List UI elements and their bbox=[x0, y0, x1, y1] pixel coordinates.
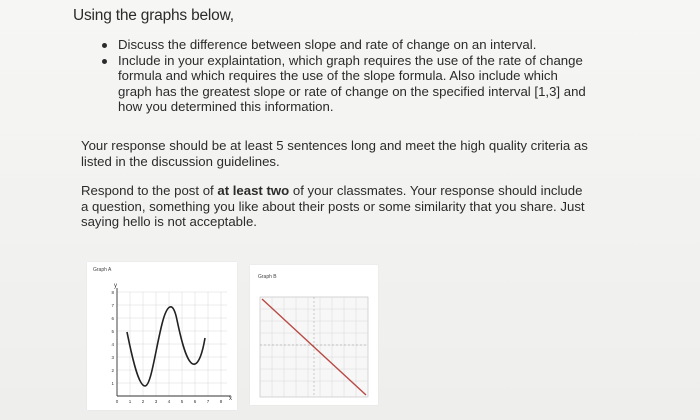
instruction-bold: at least two bbox=[217, 183, 290, 198]
y-tick-label: 5 bbox=[111, 329, 114, 334]
bullet-text: Discuss the difference between slope and rate of change on an interval. bbox=[118, 37, 537, 52]
instruction-text-end: of your classmates. Your response should include a question, something you like about their posts or some similarity that you share. Just saying hello is not acceptable. bbox=[81, 183, 585, 229]
classmate-response-instruction bbox=[81, 183, 591, 230]
graph-a-y-label: y bbox=[114, 283, 117, 289]
bullet-item bbox=[100, 37, 590, 53]
x-tick-label: 1 bbox=[128, 399, 132, 404]
x-tick-label: 4 bbox=[167, 399, 171, 404]
instruction-text-start: Respond to the post of bbox=[81, 183, 218, 198]
y-tick-label: 3 bbox=[111, 355, 114, 360]
x-tick-label: 3 bbox=[154, 399, 158, 404]
bullet-text: Include in your explaintation, which graph requires the use of the rate of change formula and which requires the use of the slope formula. Also include which graph has the greatest slope or rate of change on the specified interval [1,3] and how you determined this information. bbox=[118, 52, 586, 114]
y-tick-label: 6 bbox=[111, 316, 114, 321]
graph-a-curve bbox=[127, 307, 205, 386]
graph-b-plot bbox=[250, 265, 378, 405]
bullet-list bbox=[100, 37, 590, 115]
graph-b bbox=[250, 265, 378, 405]
x-tick-label: 0 bbox=[115, 399, 119, 404]
x-tick-label: 8 bbox=[219, 399, 223, 404]
y-tick-label: 8 bbox=[111, 290, 114, 295]
x-tick-label: 5 bbox=[180, 399, 184, 404]
y-tick-label: 1 bbox=[111, 381, 114, 386]
y-tick-label: 7 bbox=[111, 303, 114, 308]
graph-a bbox=[87, 262, 237, 410]
intro-heading: Using the graphs below, bbox=[73, 7, 234, 24]
y-tick-label: 4 bbox=[111, 342, 114, 347]
graph-b-title: Graph B bbox=[258, 274, 277, 280]
x-tick-label: 6 bbox=[193, 399, 197, 404]
bullet-item bbox=[100, 53, 590, 115]
x-tick-label: 7 bbox=[206, 399, 210, 404]
y-tick-label: 2 bbox=[111, 368, 114, 373]
graph-a-x-label: x bbox=[229, 396, 232, 402]
graph-a-title: Graph A bbox=[93, 267, 112, 273]
bullet-icon bbox=[102, 43, 107, 48]
graph-a-plot bbox=[87, 262, 237, 410]
response-requirement: Your response should be at least 5 sentences long and meet the high quality criteria as listed in the discussion guidelines. bbox=[81, 138, 588, 169]
x-tick-label: 2 bbox=[141, 399, 145, 404]
bullet-icon bbox=[102, 59, 107, 64]
